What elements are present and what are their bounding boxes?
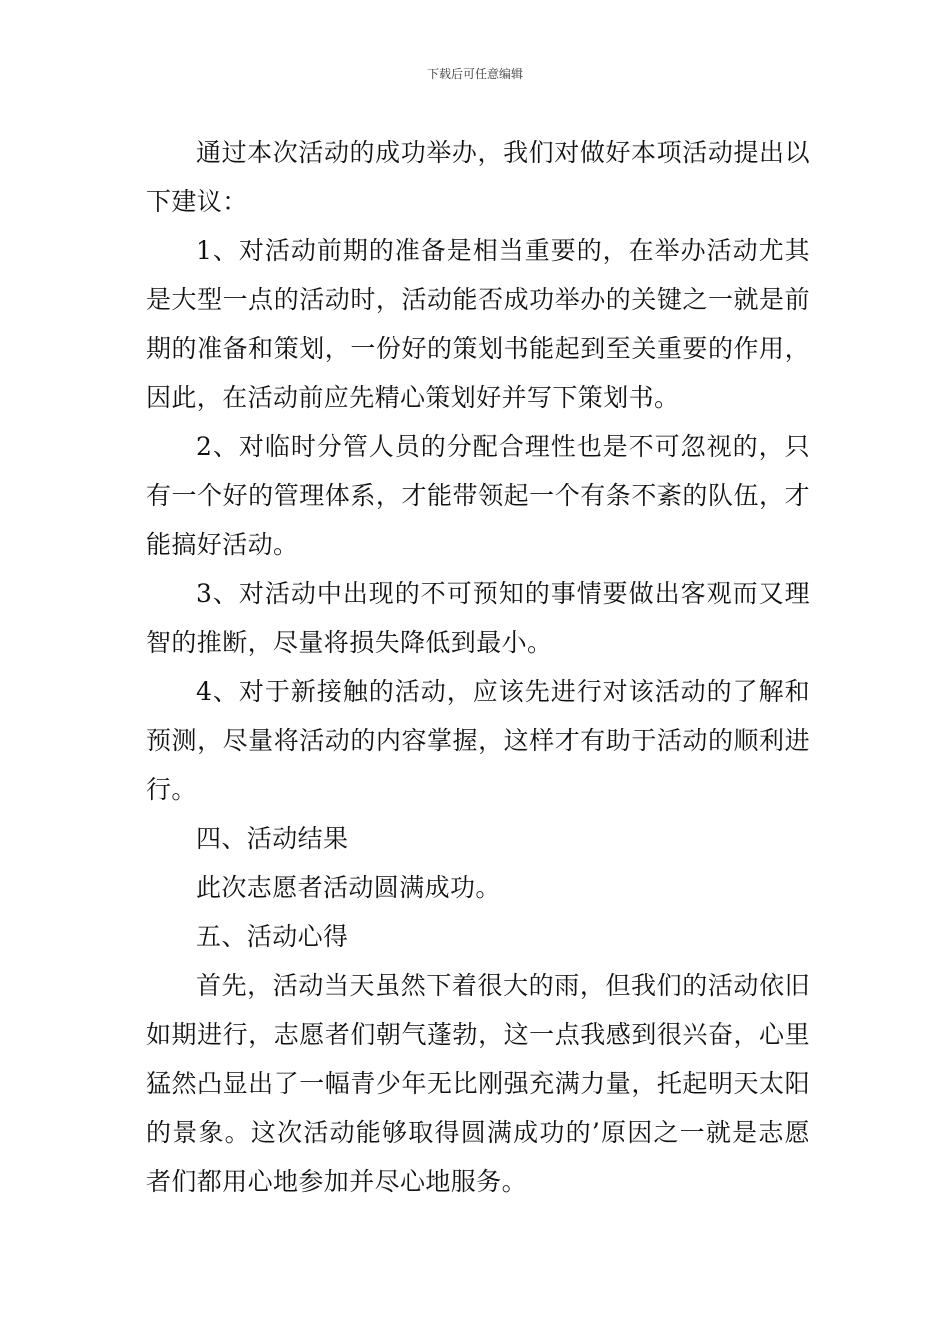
paragraph-suggestion-2: 2、对临时分管人员的分配合理性也是不可忽视的，只有一个好的管理体系，才能带领起一个有条不紊的队伍，才能搞好活动。 xyxy=(146,432,810,559)
paragraph-intro: 通过本次活动的成功举办，我们对做好本项活动提出以下建议： xyxy=(146,138,810,216)
paragraph-suggestion-1: 1、对活动前期的准备是相当重要的，在举办活动尤其是大型一点的活动时，活动能否成功举办的关键之一就是前期的准备和策划，一份好的策划书能起到至关重要的作用，因此，在活动前应先精心策划好并写下策划书。 xyxy=(146,236,810,412)
section-heading-reflections: 五、活动心得 xyxy=(196,922,349,951)
paragraph-suggestion-4: 4、对于新接触的活动，应该先进行对该活动的了解和预测，尽量将活动的内容掌握，这样才有助于活动的顺利进行。 xyxy=(146,677,810,804)
section-heading-results: 四、活动结果 xyxy=(196,824,349,853)
paragraph-results: 此次志愿者活动圆满成功。 xyxy=(196,873,501,902)
page-header: 下载后可任意编辑 xyxy=(426,67,523,81)
document-body xyxy=(146,128,810,1206)
paragraph-suggestion-3: 3、对活动中出现的不可预知的事情要做出客观而又理智的推断，尽量将损失降低到最小。 xyxy=(146,579,810,657)
paragraph-reflections: 首先，活动当天虽然下着很大的雨，但我们的活动依旧如期进行，志愿者们朝气蓬勃，这一点我感到很兴奋，心里猛然凸显出了一幅青少年无比刚强充满力量，托起明天太阳的景象。这次活动能够取得圆满成功的’原因之一就是志愿者们都用心地参加并尽心地服务。 xyxy=(146,971,810,1196)
